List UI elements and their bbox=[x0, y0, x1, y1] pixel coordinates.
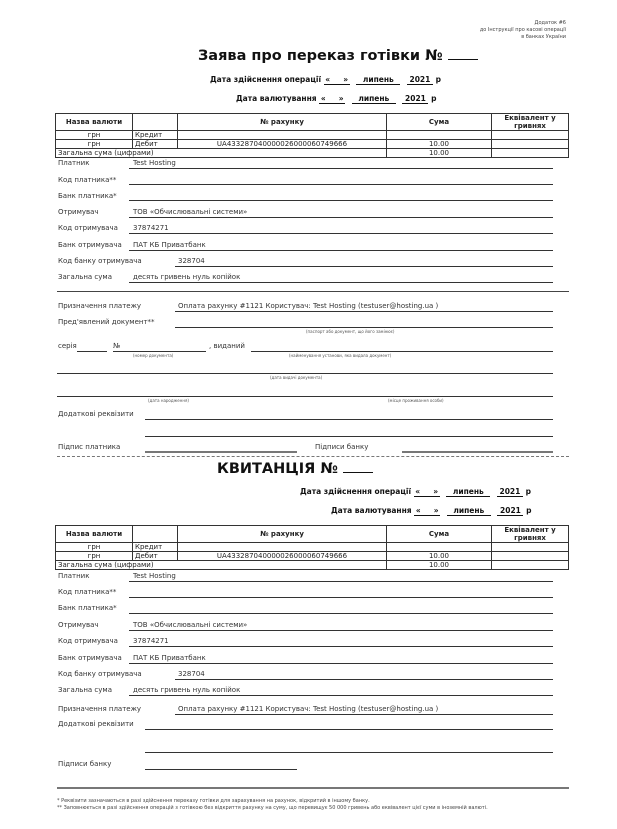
recipient-bank-code-value: 328704 bbox=[178, 670, 205, 678]
recipient-bank-code-line[interactable] bbox=[175, 266, 553, 267]
number-line[interactable] bbox=[113, 351, 206, 352]
table-header-row bbox=[56, 526, 569, 543]
year-suffix: р bbox=[526, 506, 532, 515]
birth-residence-line[interactable] bbox=[57, 396, 553, 397]
payer-bank-line[interactable] bbox=[129, 200, 553, 201]
recipient-bank-value: ПАТ КБ Приватбанк bbox=[133, 654, 206, 662]
month-field[interactable]: липень bbox=[446, 487, 490, 497]
number-hint: (номер документа) bbox=[133, 353, 174, 358]
recipient-line[interactable] bbox=[129, 217, 553, 218]
appendix-note bbox=[480, 20, 566, 41]
extra-line-2[interactable] bbox=[145, 752, 553, 753]
extra-line-1[interactable] bbox=[145, 729, 553, 730]
recipient-code-value: 37874271 bbox=[133, 637, 169, 645]
day-field[interactable]: « » bbox=[320, 94, 344, 103]
total-sum-line[interactable] bbox=[129, 695, 553, 696]
payer-line[interactable] bbox=[129, 168, 553, 169]
recipient-bank-code-label: Код банку отримувача bbox=[58, 257, 142, 265]
receipt-title-text: КВИТАНЦІЯ № bbox=[217, 461, 338, 477]
extra-line-1[interactable] bbox=[145, 419, 553, 420]
equivalent-cell bbox=[492, 140, 569, 149]
recipient-bank-label: Банк отримувача bbox=[58, 654, 122, 662]
receipt-number-field[interactable] bbox=[343, 472, 373, 473]
payer-line[interactable] bbox=[129, 581, 553, 582]
amount-cell: 10.00 bbox=[387, 140, 492, 149]
payer-code-line[interactable] bbox=[129, 184, 553, 185]
purpose-line[interactable] bbox=[175, 714, 553, 715]
column-header: № рахунку bbox=[178, 114, 387, 131]
year-field[interactable]: 2021 bbox=[402, 94, 428, 104]
cut-line bbox=[57, 456, 569, 457]
purpose-label: Призначення платежу bbox=[58, 302, 142, 310]
currency-table bbox=[55, 113, 569, 158]
date-value-label: Дата валютування bbox=[331, 506, 412, 515]
issued-label: , виданий bbox=[209, 342, 245, 350]
payer-signature-label: Підпис платника bbox=[58, 443, 121, 451]
table-row bbox=[56, 140, 569, 149]
equivalent-cell bbox=[492, 552, 569, 561]
equivalent-cell bbox=[492, 543, 569, 552]
amount-cell bbox=[387, 131, 492, 140]
residence-hint: (місце проживання особи) bbox=[388, 398, 444, 403]
total-label-cell: Загальна сума (цифрами) bbox=[56, 561, 387, 570]
currency-cell: грн bbox=[56, 131, 133, 140]
total-sum-value: десять гривень нуль копійок bbox=[133, 273, 241, 281]
year-suffix: р bbox=[435, 75, 441, 84]
receipt-date-value-row bbox=[331, 506, 531, 516]
bank-signatures-label: Підписи банку bbox=[315, 443, 369, 451]
bank-signature-line[interactable] bbox=[145, 769, 297, 770]
document-label: Пред'явлений документ** bbox=[58, 318, 155, 326]
footnote-2: ** Заповнюється в разі здійснення операцій з готівкою без відкриття рахунку на суму, що перевищує 50 000 гривень або еквівалент цієї суми в іноземній валюті. bbox=[57, 805, 488, 811]
recipient-bank-code-label: Код банку отримувача bbox=[58, 670, 142, 678]
payer-value: Test Hosting bbox=[133, 572, 176, 580]
date-operation-label: Дата здійснення операції bbox=[210, 75, 322, 84]
amount-cell: 10.00 bbox=[387, 552, 492, 561]
year-suffix: р bbox=[525, 487, 531, 496]
total-sum-line[interactable] bbox=[129, 282, 553, 283]
payer-bank-label: Банк платника* bbox=[58, 604, 117, 612]
document-line[interactable] bbox=[175, 327, 553, 328]
payer-label: Платник bbox=[58, 572, 90, 580]
column-header: № рахунку bbox=[178, 526, 387, 543]
date-value-label: Дата валютування bbox=[236, 94, 317, 103]
recipient-bank-line[interactable] bbox=[129, 250, 553, 251]
recipient-bank-code-value: 328704 bbox=[178, 257, 205, 265]
purpose-label: Призначення платежу bbox=[58, 705, 142, 713]
date-operation-row bbox=[210, 75, 441, 85]
table-row bbox=[56, 131, 569, 140]
payer-signature-line[interactable] bbox=[145, 451, 297, 453]
month-field[interactable]: липень bbox=[352, 94, 396, 104]
payer-code-line[interactable] bbox=[129, 597, 553, 598]
column-header bbox=[133, 114, 178, 131]
column-header: Еквівалент у гривнях bbox=[492, 114, 569, 131]
day-field[interactable]: « » bbox=[415, 487, 439, 496]
column-header bbox=[133, 526, 178, 543]
account-cell: UA433287040000026000060749666 bbox=[178, 552, 387, 561]
year-field[interactable]: 2021 bbox=[497, 506, 523, 516]
recipient-label: Отримувач bbox=[58, 621, 99, 629]
recipient-line[interactable] bbox=[129, 630, 553, 631]
series-line[interactable] bbox=[77, 351, 107, 352]
payer-label: Платник bbox=[58, 159, 90, 167]
year-field[interactable]: 2021 bbox=[407, 75, 433, 85]
series-label: серія bbox=[58, 342, 77, 350]
number-label: № bbox=[113, 342, 121, 350]
form-title-text: Заява про переказ готівки № bbox=[198, 48, 443, 64]
bank-signatures-label: Підписи банку bbox=[58, 760, 112, 768]
total-amount-cell: 10.00 bbox=[387, 561, 492, 570]
form-title bbox=[198, 48, 478, 64]
section-divider bbox=[57, 291, 569, 292]
column-header: Назва валюти bbox=[56, 114, 133, 131]
document-hint: (паспорт або документ, що його замінює) bbox=[306, 329, 395, 334]
payer-value: Test Hosting bbox=[133, 159, 176, 167]
year-field[interactable]: 2021 bbox=[497, 487, 523, 497]
footer-divider bbox=[57, 787, 569, 789]
purpose-line[interactable] bbox=[175, 311, 553, 312]
column-header: Назва валюти bbox=[56, 526, 133, 543]
recipient-code-line[interactable] bbox=[129, 233, 553, 234]
recipient-bank-label: Банк отримувача bbox=[58, 241, 122, 249]
total-label-cell: Загальна сума (цифрами) bbox=[56, 149, 387, 158]
currency-cell: грн bbox=[56, 140, 133, 149]
appendix-note-line: до Інструкції про касові операції bbox=[479, 27, 566, 33]
recipient-bank-line[interactable] bbox=[129, 663, 553, 664]
day-field[interactable]: « » bbox=[325, 75, 349, 84]
receipt-title bbox=[217, 461, 373, 477]
extra-label: Додаткові реквізити bbox=[58, 720, 134, 728]
equivalent-cell bbox=[492, 131, 569, 140]
recipient-value: ТОВ «Обчислювальні системи» bbox=[133, 621, 248, 629]
recipient-code-line[interactable] bbox=[129, 646, 553, 647]
payer-bank-line[interactable] bbox=[129, 613, 553, 614]
payer-bank-label: Банк платника* bbox=[58, 192, 117, 200]
issue-date-line[interactable] bbox=[57, 373, 553, 374]
day-field[interactable]: « » bbox=[415, 506, 439, 515]
total-amount-cell: 10.00 bbox=[387, 149, 492, 158]
bank-signature-line[interactable] bbox=[402, 451, 553, 453]
table-row bbox=[56, 552, 569, 561]
issued-hint: (найменування установи, яка видала документ) bbox=[289, 353, 392, 358]
table-total-row bbox=[56, 561, 569, 570]
total-equivalent-cell bbox=[492, 149, 569, 158]
payer-code-label: Код платника** bbox=[58, 176, 117, 184]
issued-line[interactable] bbox=[251, 351, 553, 352]
amount-cell bbox=[387, 543, 492, 552]
currency-cell: грн bbox=[56, 552, 133, 561]
recipient-label: Отримувач bbox=[58, 208, 99, 216]
footnote-1: * Реквізити зазначаються в разі здійснення переказу готівки для зарахування на рахунок, відкритий в іншому банку. bbox=[57, 798, 370, 804]
recipient-code-label: Код отримувача bbox=[58, 224, 118, 232]
birth-date-hint: (дата народження) bbox=[148, 398, 189, 403]
extra-label: Додаткові реквізити bbox=[58, 410, 134, 418]
appendix-note-line: Додаток #6 bbox=[534, 20, 566, 26]
column-header: Сума bbox=[387, 114, 492, 131]
recipient-code-value: 37874271 bbox=[133, 224, 169, 232]
table-total-row bbox=[56, 149, 569, 158]
account-cell bbox=[178, 543, 387, 552]
receipt-currency-table bbox=[55, 525, 569, 570]
table-row bbox=[56, 543, 569, 552]
month-field[interactable]: липень bbox=[447, 506, 491, 516]
payer-code-label: Код платника** bbox=[58, 588, 117, 596]
recipient-code-label: Код отримувача bbox=[58, 637, 118, 645]
date-operation-label: Дата здійснення операції bbox=[300, 487, 412, 496]
type-cell: Кредит bbox=[133, 131, 178, 140]
account-cell bbox=[178, 131, 387, 140]
year-suffix: р bbox=[431, 94, 437, 103]
type-cell: Кредит bbox=[133, 543, 178, 552]
date-value-row bbox=[236, 94, 436, 104]
purpose-value: Оплата рахунку #1121 Користувач: Test Hosting (testuser@hosting.ua ) bbox=[178, 302, 439, 310]
receipt-date-operation-row bbox=[300, 487, 531, 497]
form-number-field[interactable] bbox=[448, 59, 478, 60]
account-cell: UA433287040000026000060749666 bbox=[178, 140, 387, 149]
recipient-bank-code-line[interactable] bbox=[175, 679, 553, 680]
recipient-value: ТОВ «Обчислювальні системи» bbox=[133, 208, 248, 216]
column-header: Сума bbox=[387, 526, 492, 543]
type-cell: Дебит bbox=[133, 140, 178, 149]
total-equivalent-cell bbox=[492, 561, 569, 570]
issue-date-hint: (дата видачі документа) bbox=[270, 375, 323, 380]
recipient-bank-value: ПАТ КБ Приватбанк bbox=[133, 241, 206, 249]
column-header: Еквівалент у гривнях bbox=[492, 526, 569, 543]
total-sum-value: десять гривень нуль копійок bbox=[133, 686, 241, 694]
total-sum-label: Загальна сума bbox=[58, 273, 112, 281]
month-field[interactable]: липень bbox=[356, 75, 400, 85]
currency-cell: грн bbox=[56, 543, 133, 552]
purpose-value: Оплата рахунку #1121 Користувач: Test Hosting (testuser@hosting.ua ) bbox=[178, 705, 439, 713]
appendix-note-line: в банках України bbox=[521, 34, 566, 40]
total-sum-label: Загальна сума bbox=[58, 686, 112, 694]
table-header-row bbox=[56, 114, 569, 131]
extra-line-2[interactable] bbox=[145, 436, 553, 437]
type-cell: Дебит bbox=[133, 552, 178, 561]
